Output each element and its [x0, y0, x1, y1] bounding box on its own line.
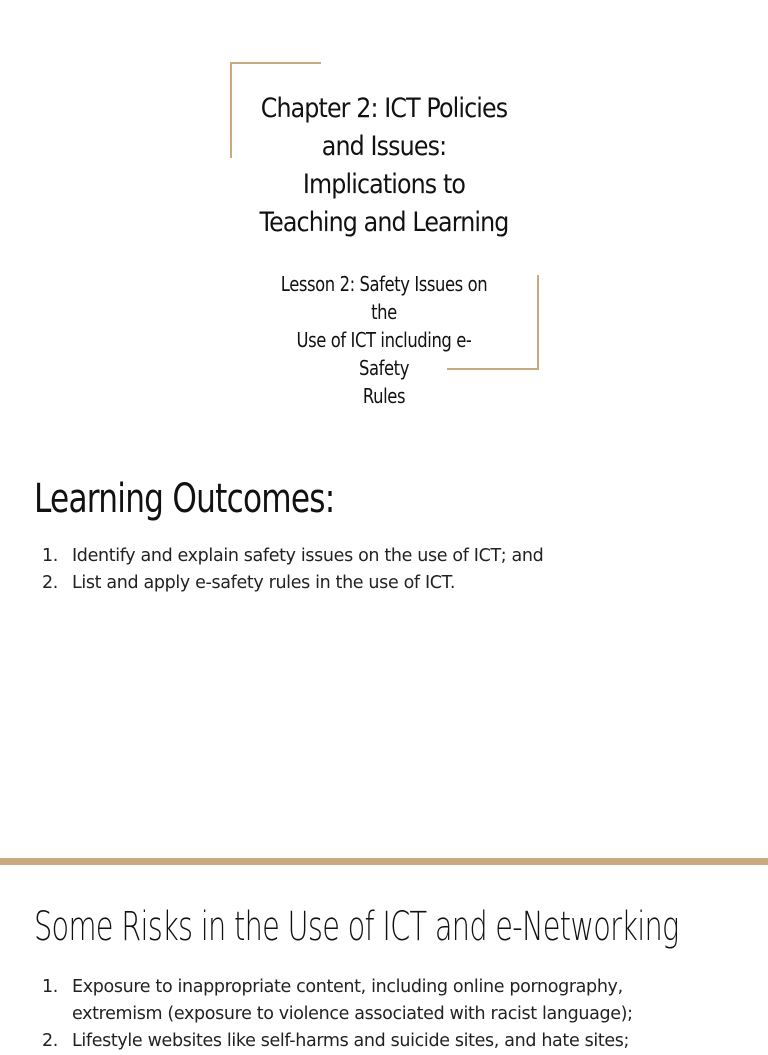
list-item [0, 1028, 712, 1055]
list-item-number: 2. [42, 1031, 58, 1051]
corner-bracket-top-left-vertical [230, 62, 232, 158]
risks-list [0, 974, 712, 1055]
list-item-text: Identify and explain safety issues on the use of ICT; and [72, 546, 544, 566]
chapter-title-line: Chapter 2: ICT Policies [260, 93, 508, 124]
lesson-title-line: Use of ICT including e-Safety [296, 328, 472, 380]
slide-divider [0, 858, 768, 865]
learning-outcomes-heading: Learning Outcomes: [34, 476, 335, 522]
lesson-title [277, 270, 490, 410]
list-item [0, 570, 712, 597]
list-item-number: 1. [42, 546, 58, 566]
corner-bracket-bottom-right-vertical [537, 275, 539, 370]
list-item-text: List and apply e-safety rules in the use of ICT. [72, 573, 456, 593]
lesson-title-line: Lesson 2: Safety Issues on the [280, 272, 488, 324]
list-item [0, 543, 712, 570]
lesson-title-line: Rules [362, 384, 406, 408]
list-item-text: Lifestyle websites like self-harms and suicide sites, and hate sites; [72, 1031, 630, 1051]
risks-slide [0, 865, 768, 1051]
corner-bracket-bottom-right [447, 368, 539, 370]
list-item [0, 974, 712, 1028]
chapter-title [252, 90, 516, 242]
chapter-title-line: Implications to [302, 169, 466, 200]
learning-outcomes-list [0, 543, 712, 597]
risks-heading: Some Risks in the Use of ICT and e-Networking [34, 904, 679, 950]
list-item-number: 2. [42, 573, 58, 593]
chapter-title-line: Teaching and Learning [259, 207, 509, 238]
chapter-title-line: and Issues: [321, 131, 447, 162]
corner-bracket-top-left [230, 62, 321, 64]
list-item-text: Exposure to inappropriate content, including online pornography, extremism (exposure to violence associated with racist language); [72, 977, 633, 1024]
list-item-number: 1. [42, 977, 58, 997]
